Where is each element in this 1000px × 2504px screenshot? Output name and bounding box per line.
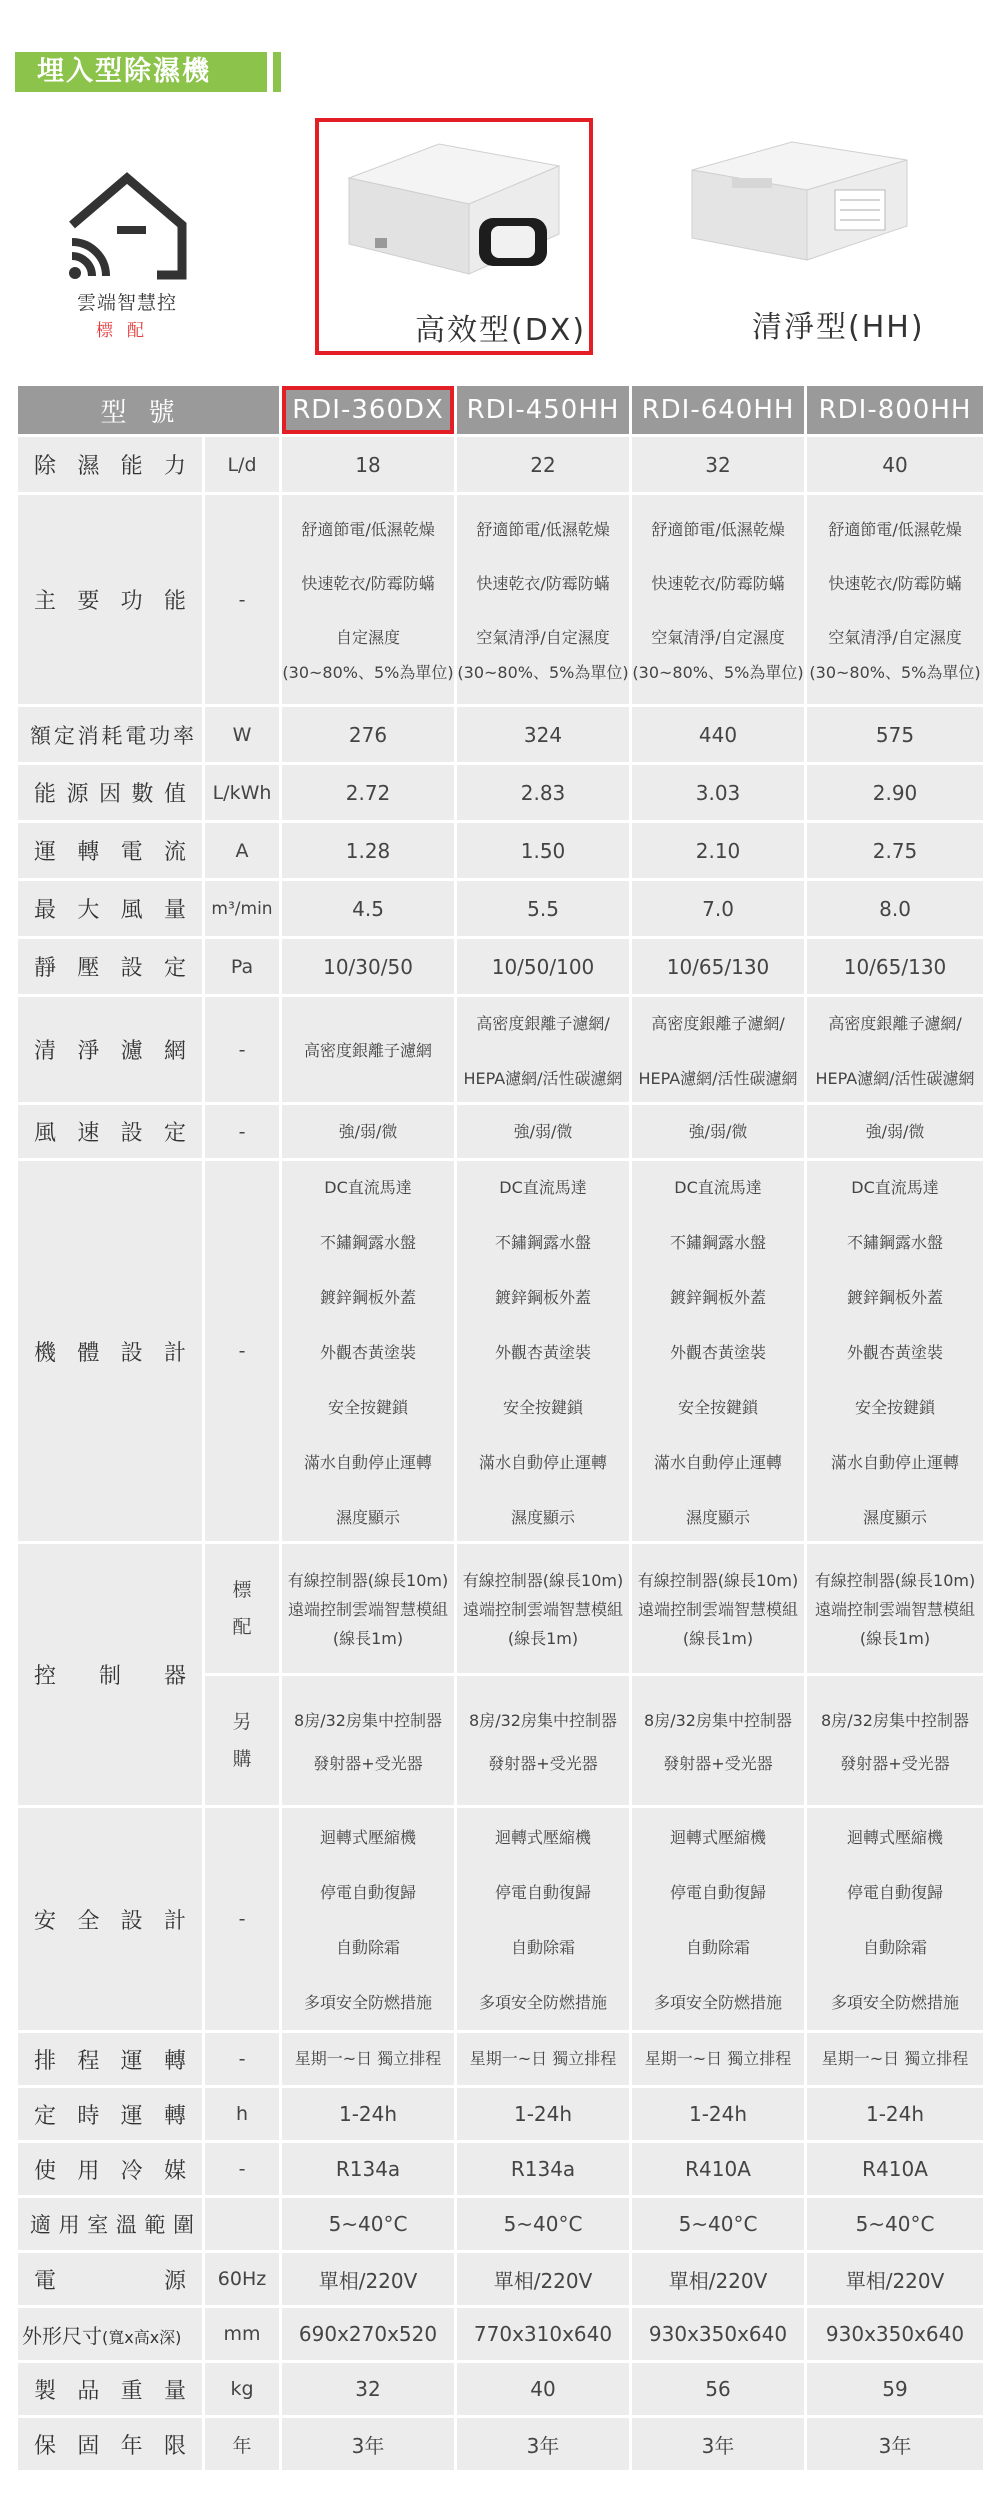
row-unit: 60Hz <box>205 2253 279 2305</box>
table-row <box>18 2143 983 2195</box>
cell-line: 停電自動復歸 <box>847 1883 944 1902</box>
cell <box>807 1808 983 2030</box>
cell-line: DC直流馬達 <box>499 1177 587 1197</box>
cell-line: 自動除霜 <box>863 1938 928 1957</box>
model-col-4: RDI-800HH <box>807 386 983 434</box>
row-subcategory <box>205 1544 279 1673</box>
model-header <box>18 386 279 434</box>
row-label: 額定消耗電功率 <box>18 707 202 762</box>
title-accent <box>273 52 281 92</box>
cell: 1.28 <box>282 823 454 878</box>
cell: 3年 <box>807 2418 983 2470</box>
cell <box>457 1161 629 1541</box>
table-row <box>18 2418 983 2470</box>
cell: 3.03 <box>632 765 804 820</box>
cell <box>282 997 454 1102</box>
row-label: 保固年限 <box>18 2418 202 2470</box>
cell-line: 多項安全防燃措施 <box>831 1993 960 2012</box>
cell-line: 高密度銀離子濾網/ <box>476 1013 610 1033</box>
row-label: 風速設定 <box>18 1105 202 1158</box>
table-row <box>18 1161 983 1541</box>
cell-line: 舒適節電/低濕乾燥 <box>301 519 435 539</box>
cell: 10/50/100 <box>457 939 629 994</box>
hh-unit-image <box>672 130 922 280</box>
row-label: 安全設計 <box>18 1808 202 2030</box>
row-label: 靜壓設定 <box>18 939 202 994</box>
row-label: 適用室溫範圍 <box>18 2198 202 2250</box>
cell <box>632 1808 804 2030</box>
controller-std-label: 標配 <box>232 1579 252 1638</box>
table-row <box>18 1105 983 1158</box>
cell-line: 8房/32房集中控制器 <box>294 1710 442 1730</box>
cell-line: 空氣清淨/自定濕度 <box>828 627 962 647</box>
cell: 單相/220V <box>807 2253 983 2305</box>
cell: 10/30/50 <box>282 939 454 994</box>
row-unit: - <box>205 2033 279 2085</box>
cell <box>282 1808 454 2030</box>
cell-line: 舒適節電/低濕乾燥 <box>828 519 962 539</box>
table-row <box>18 707 983 762</box>
row-unit: - <box>205 1105 279 1158</box>
row-label: 運轉電流 <box>18 823 202 878</box>
cell-line: 外觀杏黃塗裝 <box>847 1342 944 1362</box>
cell-line: (線長1m) <box>859 1629 931 1648</box>
cell: 1-24h <box>282 2088 454 2140</box>
cell: 22 <box>457 437 629 492</box>
cell: 10/65/130 <box>632 939 804 994</box>
cell-line: 外觀杏黃塗裝 <box>495 1342 592 1362</box>
cell: 40 <box>457 2363 629 2415</box>
cell-line: 高密度銀離子濾網 <box>304 1041 433 1060</box>
cell <box>282 495 454 704</box>
cell-line: 遠端控制雲端智慧模組 <box>638 1600 799 1619</box>
cell-line: 8房/32房集中控制器 <box>469 1710 617 1730</box>
table-row <box>18 1808 983 2030</box>
cell <box>282 1544 454 1673</box>
cell-line: 鍍鋅鋼板外蓋 <box>670 1287 767 1307</box>
cell: 59 <box>807 2363 983 2415</box>
cell: 5.5 <box>457 881 629 936</box>
cell: 5~40°C <box>632 2198 804 2250</box>
row-unit: - <box>205 1808 279 2030</box>
cell-line: 濕度顯示 <box>863 1507 928 1527</box>
row-label: 除濕能力 <box>18 437 202 492</box>
cell-line: 鍍鋅鋼板外蓋 <box>320 1287 417 1307</box>
cell: 1-24h <box>457 2088 629 2140</box>
cell <box>457 1544 629 1673</box>
row-unit: L/kWh <box>205 765 279 820</box>
cell <box>807 1676 983 1805</box>
cell-line: HEPA濾網/活性碳濾網 <box>815 1068 975 1088</box>
table-row <box>18 2363 983 2415</box>
cell: 強/弱/微 <box>457 1105 629 1158</box>
cell-line: 外觀杏黃塗裝 <box>320 1342 417 1362</box>
cell-line: 舒適節電/低濕乾燥 <box>651 519 785 539</box>
row-unit: W <box>205 707 279 762</box>
row-unit: mm <box>205 2308 279 2360</box>
cell <box>632 1544 804 1673</box>
cell: 440 <box>632 707 804 762</box>
cell-line: 鍍鋅鋼板外蓋 <box>847 1287 944 1307</box>
dx-unit-image <box>319 126 589 296</box>
table-row <box>18 437 983 492</box>
cell-line: 停電自動復歸 <box>320 1883 417 1902</box>
cell <box>807 1161 983 1541</box>
cell <box>457 1676 629 1805</box>
cell-line: 多項安全防燃措施 <box>654 1993 783 2012</box>
cell: R410A <box>632 2143 804 2195</box>
row-unit: 年 <box>205 2418 279 2470</box>
cell-line: 安全按鍵鎖 <box>328 1397 409 1417</box>
cell <box>457 997 629 1102</box>
logo-standard-label: 標配 <box>96 321 158 341</box>
model-col-3: RDI-640HH <box>632 386 804 434</box>
row-label: 能源因數值 <box>18 765 202 820</box>
table-row <box>18 2253 983 2305</box>
cell: 單相/220V <box>457 2253 629 2305</box>
cell-line: 空氣清淨/自定濕度 <box>476 627 610 647</box>
cell-line: 有線控制器(線長10m) <box>814 1571 976 1590</box>
cell: R134a <box>457 2143 629 2195</box>
cell <box>632 997 804 1102</box>
cell-line: DC直流馬達 <box>851 1177 939 1197</box>
cell: 2.83 <box>457 765 629 820</box>
row-unit: Pa <box>205 939 279 994</box>
cell-line: 自動除霜 <box>686 1938 751 1957</box>
cell-line: 遠端控制雲端智慧模組 <box>815 1600 976 1619</box>
cell: 32 <box>282 2363 454 2415</box>
row-unit: m³/min <box>205 881 279 936</box>
row-label: 排程運轉 <box>18 2033 202 2085</box>
cell-line: 舒適節電/低濕乾燥 <box>476 519 610 539</box>
cell-line: 快速乾衣/防霉防蟎 <box>301 573 435 593</box>
row-unit: kg <box>205 2363 279 2415</box>
cell-line: 自動除霜 <box>336 1938 401 1957</box>
cell-line: 有線控制器(線長10m) <box>287 1571 449 1590</box>
cell-line: 快速乾衣/防霉防蟎 <box>476 573 610 593</box>
dx-product-box <box>315 118 593 355</box>
cell-line: 發射器+受光器 <box>663 1753 773 1773</box>
cell <box>807 997 983 1102</box>
cell-line: 濕度顯示 <box>336 1507 401 1527</box>
table-row <box>18 2088 983 2140</box>
cell: 930x350x640 <box>807 2308 983 2360</box>
row-subcategory <box>205 1676 279 1805</box>
row-label: 製品重量 <box>18 2363 202 2415</box>
cell: 575 <box>807 707 983 762</box>
cell-line: 不鏽鋼露水盤 <box>670 1232 767 1252</box>
cell-line: (30~80%、5%為單位) <box>457 662 629 682</box>
cell-line: 濕度顯示 <box>511 1507 576 1527</box>
row-label: 使用冷媒 <box>18 2143 202 2195</box>
row-unit <box>205 2198 279 2250</box>
cell-line: 滿水自動停止運轉 <box>479 1452 608 1472</box>
logo-caption: 雲端智慧控 <box>76 292 177 314</box>
cell-line: (線長1m) <box>682 1629 754 1648</box>
row-unit: h <box>205 2088 279 2140</box>
cell: 1-24h <box>807 2088 983 2140</box>
cell: 324 <box>457 707 629 762</box>
cell: 2.90 <box>807 765 983 820</box>
cell-line: 安全按鍵鎖 <box>678 1397 759 1417</box>
table-row <box>18 2308 983 2360</box>
cell-line: DC直流馬達 <box>324 1177 412 1197</box>
cell-line: 濕度顯示 <box>686 1507 751 1527</box>
cell: 930x350x640 <box>632 2308 804 2360</box>
spec-table <box>15 383 986 2473</box>
cell-line: (30~80%、5%為單位) <box>282 662 454 682</box>
cell-line: 自定濕度 <box>336 627 401 647</box>
controller-opt-label: 另購 <box>232 1711 252 1770</box>
cell-line: 不鏽鋼露水盤 <box>847 1232 944 1252</box>
cell <box>807 495 983 704</box>
table-row <box>18 823 983 878</box>
cell: 星期一~日 獨立排程 <box>457 2033 629 2085</box>
cell <box>457 495 629 704</box>
cell: 強/弱/微 <box>807 1105 983 1158</box>
cell-line: 迴轉式壓縮機 <box>847 1828 944 1847</box>
cell-line: (線長1m) <box>332 1629 404 1648</box>
table-row <box>18 939 983 994</box>
hh-product-label: 清淨型(HH) <box>752 310 925 345</box>
cell: 56 <box>632 2363 804 2415</box>
cell: 單相/220V <box>282 2253 454 2305</box>
size-label-sub: (寬x高x深) <box>102 2327 182 2347</box>
cell-line: 安全按鍵鎖 <box>855 1397 936 1417</box>
cell: 7.0 <box>632 881 804 936</box>
cell: 1.50 <box>457 823 629 878</box>
cell <box>632 495 804 704</box>
cell: 3年 <box>282 2418 454 2470</box>
cell <box>632 1676 804 1805</box>
table-row <box>18 2198 983 2250</box>
cell-line: 滿水自動停止運轉 <box>831 1452 960 1472</box>
cell: 星期一~日 獨立排程 <box>632 2033 804 2085</box>
cell: R134a <box>282 2143 454 2195</box>
row-unit: A <box>205 823 279 878</box>
row-unit: - <box>205 997 279 1102</box>
cell: 5~40°C <box>282 2198 454 2250</box>
cell: 40 <box>807 437 983 492</box>
cell-line: 外觀杏黃塗裝 <box>670 1342 767 1362</box>
table-row <box>18 997 983 1102</box>
cell: 1-24h <box>632 2088 804 2140</box>
cell-line: 自動除霜 <box>511 1938 576 1957</box>
row-unit: - <box>205 2143 279 2195</box>
cell <box>807 1544 983 1673</box>
cell-line: 不鏽鋼露水盤 <box>495 1232 592 1252</box>
cell <box>632 1161 804 1541</box>
table-header-row <box>18 386 983 434</box>
row-label: 機體設計 <box>18 1161 202 1541</box>
cell-line: 發射器+受光器 <box>840 1753 950 1773</box>
size-label: 外形尺寸 <box>22 2323 102 2348</box>
cell-line: 滿水自動停止運轉 <box>654 1452 783 1472</box>
cell: 3年 <box>632 2418 804 2470</box>
cell-line: (30~80%、5%為單位) <box>809 662 981 682</box>
cell <box>282 1676 454 1805</box>
cell: 4.5 <box>282 881 454 936</box>
cell: 強/弱/微 <box>632 1105 804 1158</box>
cell-line: 多項安全防燃措施 <box>304 1993 433 2012</box>
row-label: 定時運轉 <box>18 2088 202 2140</box>
cell: 星期一~日 獨立排程 <box>807 2033 983 2085</box>
cell <box>282 1161 454 1541</box>
cell-line: 迴轉式壓縮機 <box>320 1828 417 1847</box>
cell-line: HEPA濾網/活性碳濾網 <box>638 1068 798 1088</box>
cell: 770x310x640 <box>457 2308 629 2360</box>
cell-line: 遠端控制雲端智慧模組 <box>463 1600 624 1619</box>
cell: 單相/220V <box>632 2253 804 2305</box>
cell-line: 安全按鍵鎖 <box>503 1397 584 1417</box>
cell-line: DC直流馬達 <box>674 1177 762 1197</box>
cell: 5~40°C <box>807 2198 983 2250</box>
model-col-1: RDI-360DX <box>282 386 454 434</box>
cell-line: 發射器+受光器 <box>488 1753 598 1773</box>
row-unit: - <box>205 495 279 704</box>
row-label: 控制器 <box>18 1544 202 1805</box>
cell-line: 遠端控制雲端智慧模組 <box>288 1600 449 1619</box>
table-row <box>18 2033 983 2085</box>
cell-line: (30~80%、5%為單位) <box>632 662 804 682</box>
table-row <box>18 881 983 936</box>
cell: 690x270x520 <box>282 2308 454 2360</box>
cell: 2.72 <box>282 765 454 820</box>
cell-line: 鍍鋅鋼板外蓋 <box>495 1287 592 1307</box>
cell-line: HEPA濾網/活性碳濾網 <box>463 1068 623 1088</box>
smart-home-icon <box>62 170 192 285</box>
cell-line: 迴轉式壓縮機 <box>670 1828 767 1847</box>
cell-line: 停電自動復歸 <box>495 1883 592 1902</box>
dx-product-label: 高效型(DX) <box>415 313 587 348</box>
cell: 8.0 <box>807 881 983 936</box>
table-row <box>18 1544 983 1673</box>
cell-line: 發射器+受光器 <box>313 1753 423 1773</box>
cell: 18 <box>282 437 454 492</box>
cell-line: 空氣清淨/自定濕度 <box>651 627 785 647</box>
cell-line: (線長1m) <box>507 1629 579 1648</box>
cell: 32 <box>632 437 804 492</box>
cell-line: 高密度銀離子濾網/ <box>651 1013 785 1033</box>
cloud-smart-logo <box>62 170 192 340</box>
cell-line: 8房/32房集中控制器 <box>821 1710 969 1730</box>
cell-line: 快速乾衣/防霉防蟎 <box>651 573 785 593</box>
model-header-label: 型號 <box>100 397 197 428</box>
cell: R410A <box>807 2143 983 2195</box>
cell: 5~40°C <box>457 2198 629 2250</box>
model-col-2: RDI-450HH <box>457 386 629 434</box>
section-title: 埋入型除濕機 <box>37 56 211 87</box>
row-unit: L/d <box>205 437 279 492</box>
row-label: 最大風量 <box>18 881 202 936</box>
cell-line: 高密度銀離子濾網/ <box>828 1013 962 1033</box>
cell <box>457 1808 629 2030</box>
row-unit: - <box>205 1161 279 1541</box>
cell: 2.10 <box>632 823 804 878</box>
cell: 星期一~日 獨立排程 <box>282 2033 454 2085</box>
cell-line: 有線控制器(線長10m) <box>462 1571 624 1590</box>
cell-line: 8房/32房集中控制器 <box>644 1710 792 1730</box>
cell-line: 多項安全防燃措施 <box>479 1993 608 2012</box>
row-label: 電源 <box>18 2253 202 2305</box>
table-row <box>18 765 983 820</box>
row-label: 清淨濾網 <box>18 997 202 1102</box>
row-label: 主要功能 <box>18 495 202 704</box>
cell-line: 滿水自動停止運轉 <box>304 1452 433 1472</box>
cell: 276 <box>282 707 454 762</box>
cell: 2.75 <box>807 823 983 878</box>
table-row <box>18 495 983 704</box>
section-title-bar <box>15 52 267 92</box>
cell: 10/65/130 <box>807 939 983 994</box>
cell: 強/弱/微 <box>282 1105 454 1158</box>
cell-line: 有線控制器(線長10m) <box>637 1571 799 1590</box>
cell: 3年 <box>457 2418 629 2470</box>
cell-line: 快速乾衣/防霉防蟎 <box>828 573 962 593</box>
row-label <box>18 2308 202 2360</box>
cell-line: 停電自動復歸 <box>670 1883 767 1902</box>
cell-line: 不鏽鋼露水盤 <box>320 1232 417 1252</box>
cell-line: 迴轉式壓縮機 <box>495 1828 592 1847</box>
